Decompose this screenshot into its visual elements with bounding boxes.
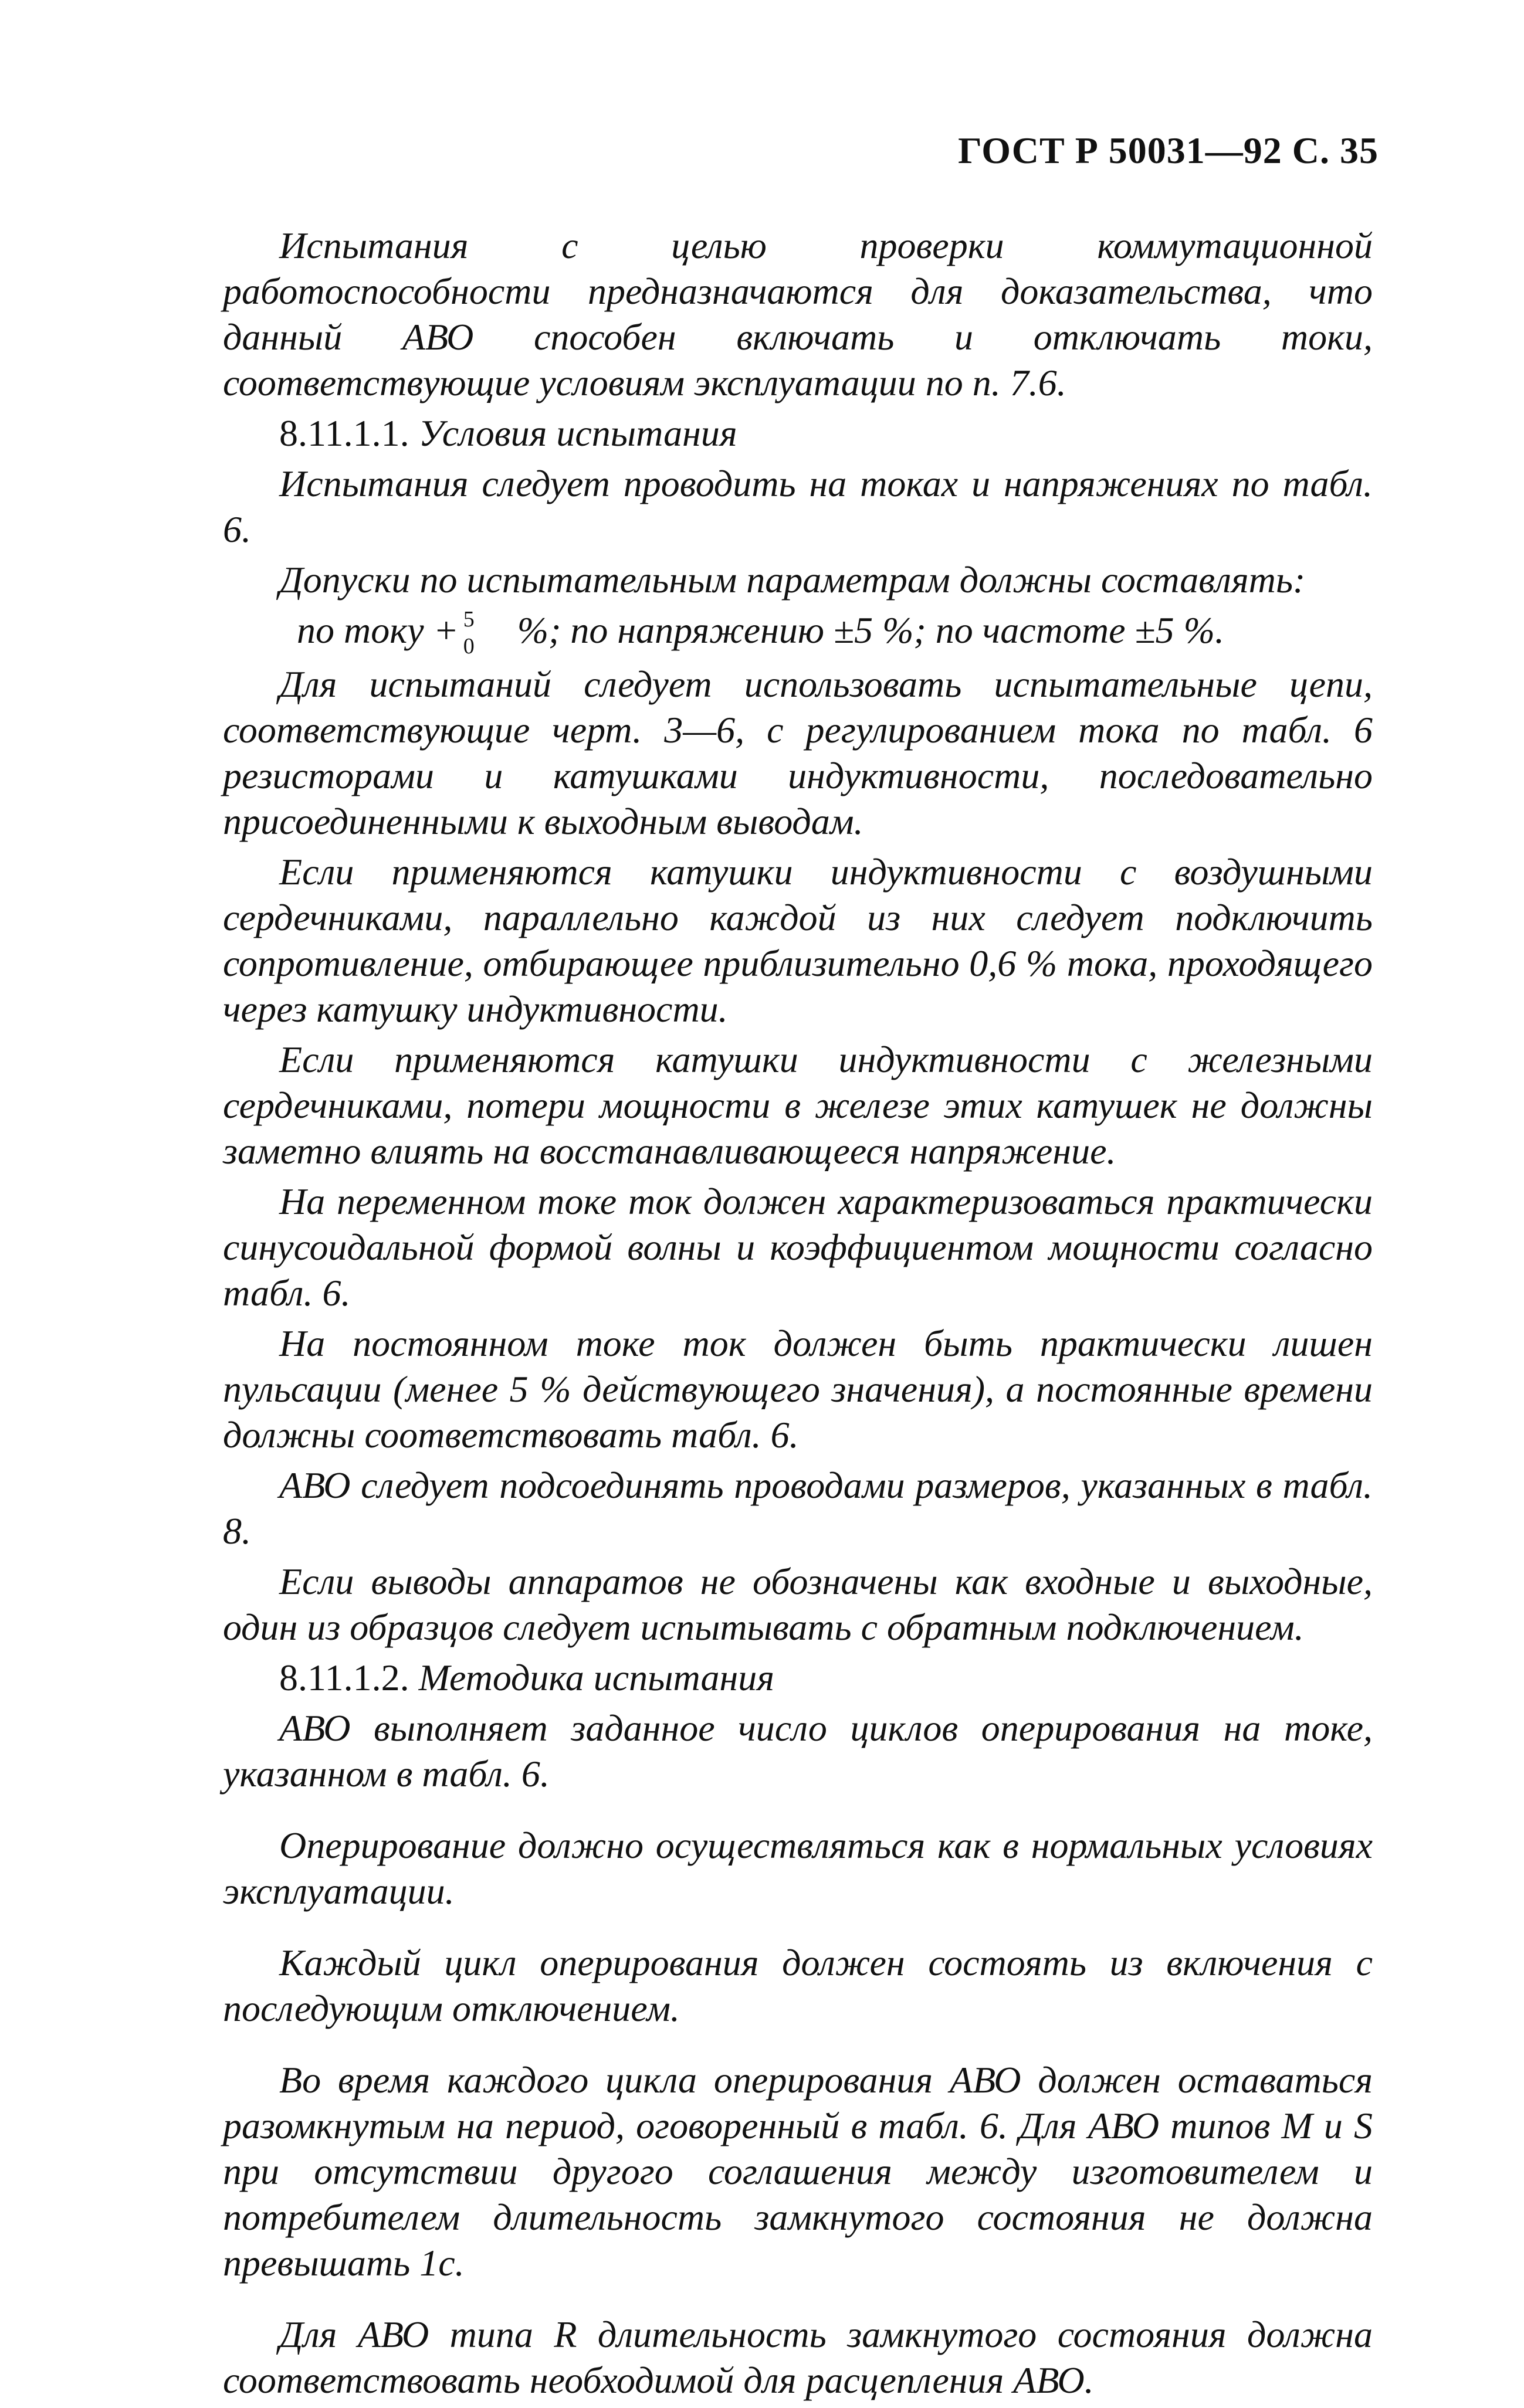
tolerance-current-prefix: по току + xyxy=(297,609,459,651)
section-heading-8-11-1-2 xyxy=(223,1655,1373,1701)
paragraph-wiring: АВО следует подсоединять проводами размеров, указанных в табл. 8. xyxy=(223,1464,1373,1552)
running-header: ГОСТ Р 50031—92 С. 35 xyxy=(958,130,1379,171)
section-number: 8.11.1.1. xyxy=(279,412,409,454)
paragraph-test-circuits: Для испытаний следует использовать испытательные цепи, соответствующие черт. 3—6, с регулированием тока по табл. 6 резисторами и катушками индуктивности, последовательно присоединенными к выходным выводам. xyxy=(223,663,1373,843)
paragraph-dc-current: На постоянном токе ток должен быть практически лишен пульсации (менее 5 % действующего значения), а постоянные времени должны соответствовать табл. 6. xyxy=(223,1322,1373,1456)
paragraph-test-currents: Испытания следует проводить на токах и напряжениях по табл. 6. xyxy=(223,463,1373,550)
tolerance-upper: 5 xyxy=(463,607,475,632)
paragraph-purpose: Испытания с целью проверки коммутационной работоспособности предназначаются для доказательства, что данный АВО способен включать и отключать токи, соответствующие условиям эксплуатации по п. 7.6. xyxy=(223,225,1373,403)
document-body xyxy=(223,223,1373,2408)
tolerance-formula xyxy=(223,608,1373,657)
section-title: Методика испытания xyxy=(418,1657,774,1699)
section-number: 8.11.1.2. xyxy=(279,1657,409,1699)
section-title: Условия испытания xyxy=(418,412,737,454)
paragraph-tolerances-intro: Допуски по испытательным параметрам должны составлять: xyxy=(279,559,1306,601)
paragraph-type-r: Для АВО типа R длительность замкнутого состояния должна соответствовать необходимой для расцепления АВО. xyxy=(223,2314,1373,2402)
section-heading-8-11-1-1 xyxy=(223,411,1373,456)
tolerance-current-suffix: %; по напряжению ±5 %; по частоте ±5 %. xyxy=(517,609,1224,651)
paragraph-open-period: Во время каждого цикла оперирования АВО должен оставаться разомкнутым на период, оговоренный в табл. 6. Для АВО типов M и S при отсутствии другого соглашения между изготовителем и потребителем длительность замкнутого состояния не должна превышать 1с. xyxy=(223,2059,1373,2284)
paragraph-cycle-definition: Каждый цикл оперирования должен состоять из включения с последующим отключением. xyxy=(223,1942,1373,2030)
paragraph-iron-core-coils: Если применяются катушки индуктивности с железными сердечниками, потери мощности в железе этих катушек не должны заметно влиять на восстанавливающееся напряжение. xyxy=(223,1039,1373,1172)
paragraph-ac-current: На переменном токе ток должен характеризоваться практически синусоидальной формой волны и коэффициентом мощности согласно табл. 6. xyxy=(223,1181,1373,1314)
tolerance-lower: 0 xyxy=(463,634,475,659)
paragraph-operating-cycles: АВО выполняет заданное число циклов оперирования на токе, указанном в табл. 6. xyxy=(223,1707,1373,1795)
paragraph-air-core-coils: Если применяются катушки индуктивности с воздушными сердечниками, параллельно каждой из них следует подключить сопротивление, отбирающее приблизительно 0,6 % тока, проходящего через катушку индуктивности. xyxy=(223,851,1373,1030)
paragraph-normal-conditions: Оперирование должно осуществляться как в нормальных условиях эксплуатации. xyxy=(223,1824,1373,1912)
paragraph-reverse-connection: Если выводы аппаратов не обозначены как входные и выходные, один из образцов следует испытывать с обратным подключением. xyxy=(223,1561,1373,1649)
tolerance-current-limits xyxy=(459,607,483,659)
